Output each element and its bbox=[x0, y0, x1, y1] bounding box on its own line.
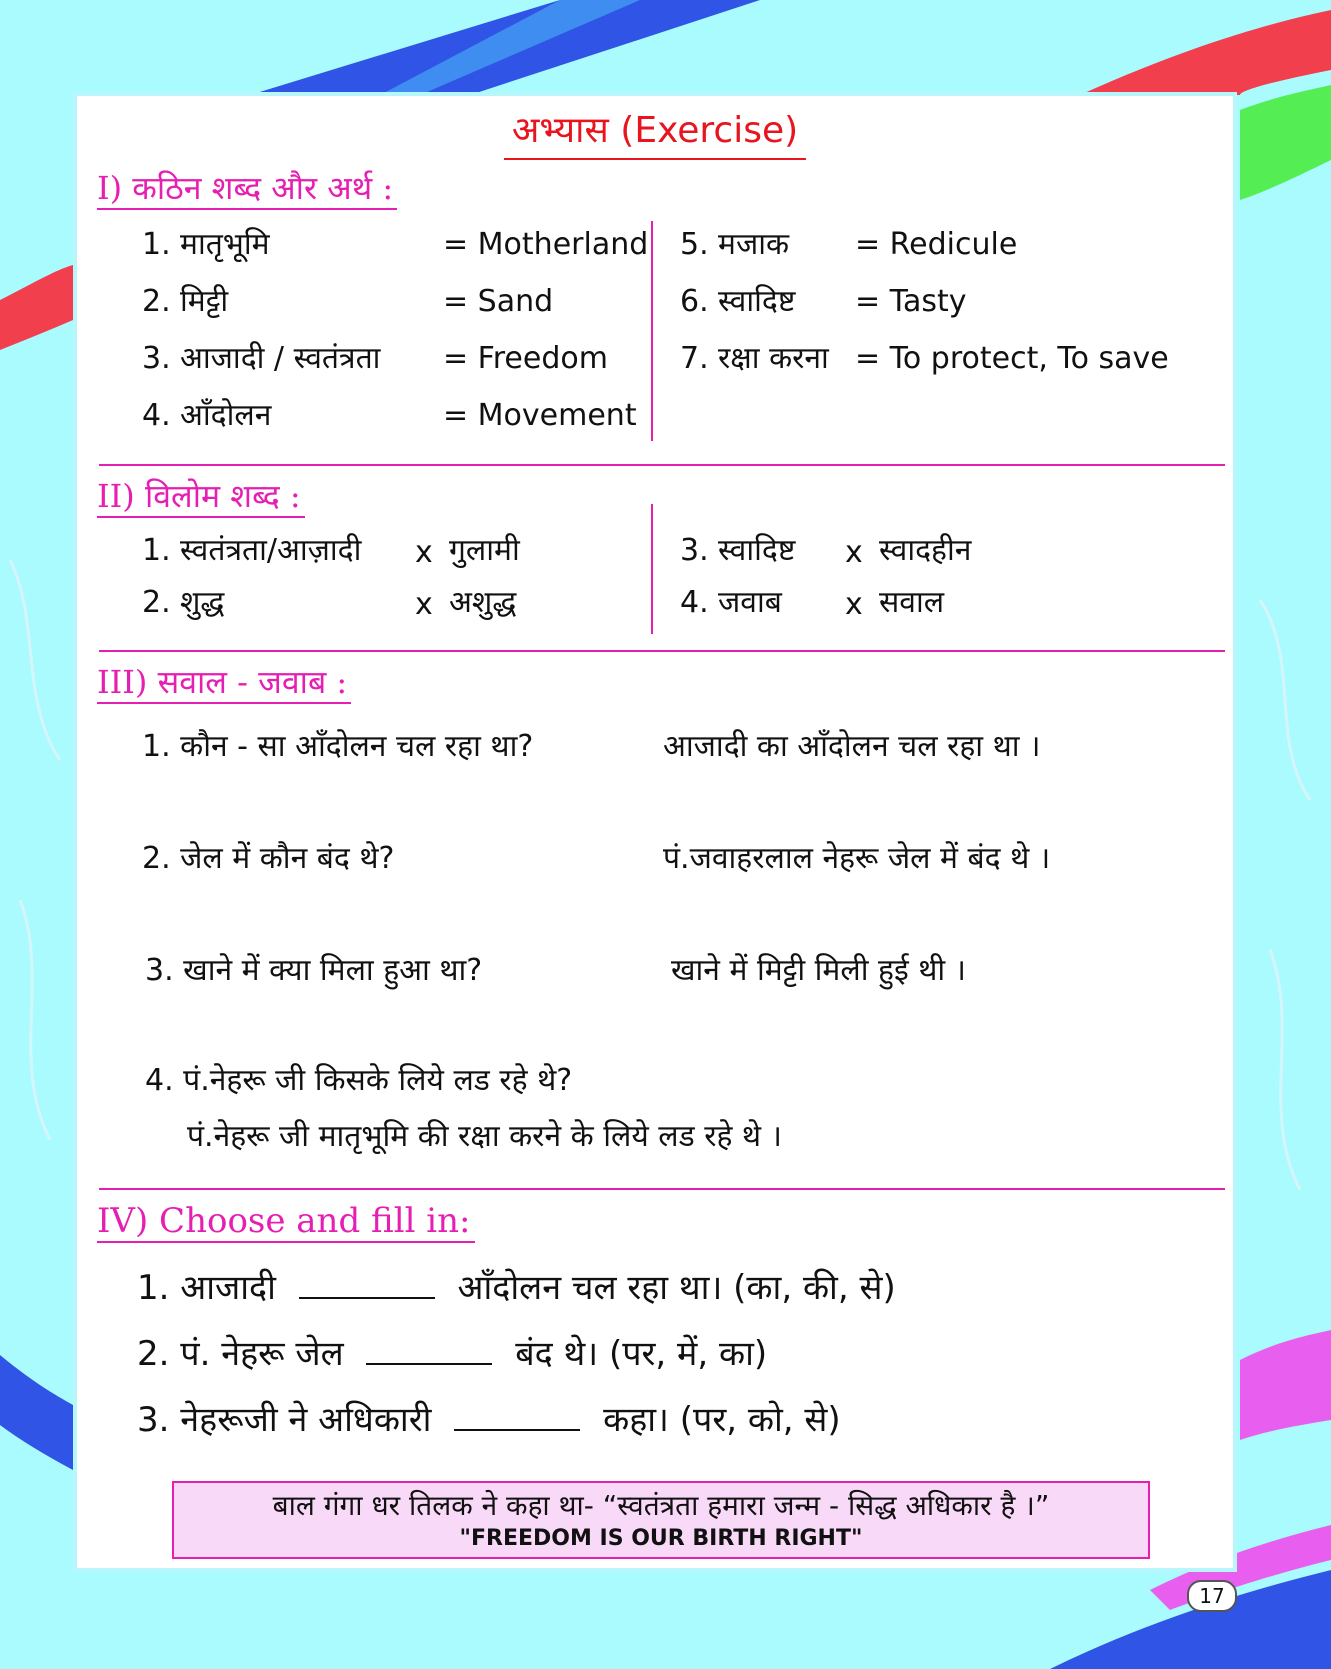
fill-3-after: कहा। bbox=[603, 1400, 669, 1440]
section1-rule bbox=[99, 464, 1225, 466]
s2-item-3-word: स्वादिष्ट bbox=[718, 533, 796, 568]
s2-item-4-opposite: सवाल bbox=[879, 585, 945, 620]
section1-heading: I) कठिन शब्द और अर्थ : bbox=[97, 168, 397, 210]
s1-item-4-num: 4. bbox=[142, 398, 171, 433]
s2-item-4-sep: x bbox=[845, 587, 863, 622]
fill-2-options: (पर, में, का) bbox=[608, 1334, 768, 1374]
fill-3-blank bbox=[454, 1399, 580, 1431]
s1-item-6-meaning: = Tasty bbox=[855, 284, 967, 319]
qa-3-answer: खाने में मिट्टी मिली हुई थी । bbox=[671, 953, 967, 988]
s2-item-2-sep: x bbox=[415, 587, 433, 622]
section1-divider bbox=[651, 221, 653, 441]
quote-hindi: बाल गंगा धर तिलक ने कहा था- “स्वतंत्रता हमारा जन्म - सिद्ध अधिकार है ।” bbox=[272, 1489, 1050, 1522]
page-number: 17 bbox=[1187, 1580, 1237, 1612]
s2-item-3-num: 3. bbox=[680, 533, 709, 568]
s1-item-1-num: 1. bbox=[142, 227, 171, 262]
s1-item-7-num: 7. bbox=[680, 341, 709, 376]
fill-2 bbox=[137, 1332, 767, 1376]
s1-item-1-word: मातृभूमि bbox=[180, 227, 270, 262]
s2-item-1-opposite: गुलामी bbox=[449, 533, 520, 568]
s1-item-4-meaning: = Movement bbox=[443, 398, 637, 433]
s1-item-7-word: रक्षा करना bbox=[718, 341, 829, 376]
fill-2-num: 2. bbox=[137, 1334, 170, 1374]
fill-1-num: 1. bbox=[137, 1268, 170, 1308]
qa-2-answer: पं.जवाहरलाल नेहरू जेल में बंद थे । bbox=[663, 841, 1051, 876]
s1-item-3-meaning: = Freedom bbox=[443, 341, 608, 376]
section2-rule bbox=[99, 650, 1225, 652]
fill-1-after: आँदोलन चल रहा था। bbox=[457, 1268, 723, 1308]
s2-item-4-word: जवाब bbox=[718, 585, 782, 620]
qa-1-answer: आजादी का आँदोलन चल रहा था । bbox=[663, 729, 1041, 764]
section4-heading: IV) Choose and fill in: bbox=[97, 1201, 475, 1243]
s2-item-2-opposite: अशुद्ध bbox=[449, 585, 517, 620]
s2-item-4-num: 4. bbox=[680, 585, 709, 620]
fill-2-before: पं. नेहरू जेल bbox=[180, 1334, 344, 1374]
qa-4-answer: पं.नेहरू जी मातृभूमि की रक्षा करने के लिये लड रहे थे । bbox=[187, 1119, 783, 1154]
page-title: अभ्यास (Exercise) bbox=[77, 108, 1233, 160]
s1-item-2-word: मिट्टी bbox=[180, 284, 229, 319]
s2-item-3-opposite: स्वादहीन bbox=[879, 533, 972, 568]
s2-item-1-sep: x bbox=[415, 535, 433, 570]
s1-item-2-num: 2. bbox=[142, 284, 171, 319]
fill-3 bbox=[137, 1398, 841, 1442]
s2-item-1-word: स्वतंत्रता/आज़ादी bbox=[180, 533, 362, 568]
section3-heading: III) सवाल - जवाब : bbox=[97, 662, 351, 704]
s1-item-6-num: 6. bbox=[680, 284, 709, 319]
s1-item-2-meaning: = Sand bbox=[443, 284, 554, 319]
s1-item-1-meaning: = Motherland bbox=[443, 227, 649, 262]
s2-item-2-num: 2. bbox=[142, 585, 171, 620]
fill-3-before: नेहरूजी ने अधिकारी bbox=[180, 1400, 432, 1440]
exercise-card bbox=[73, 92, 1237, 1572]
s2-item-1-num: 1. bbox=[142, 533, 171, 568]
fill-1-blank bbox=[299, 1267, 435, 1299]
s1-item-3-num: 3. bbox=[142, 341, 171, 376]
s1-item-4-word: आँदोलन bbox=[180, 398, 272, 433]
qa-1-question: 1. कौन - सा आँदोलन चल रहा था? bbox=[142, 729, 534, 764]
fill-1-before: आजादी bbox=[180, 1268, 276, 1308]
s1-item-7-meaning: = To protect, To save bbox=[855, 341, 1169, 376]
s2-item-2-word: शुद्ध bbox=[180, 585, 225, 620]
section2-divider bbox=[651, 504, 653, 634]
s1-item-3-word: आजादी / स्वतंत्रता bbox=[180, 341, 381, 376]
s1-item-5-word: मजाक bbox=[718, 227, 790, 262]
section2-heading: II) विलोम शब्द : bbox=[97, 476, 305, 518]
fill-1 bbox=[137, 1266, 896, 1310]
s1-item-5-meaning: = Redicule bbox=[855, 227, 1018, 262]
quote-box bbox=[172, 1481, 1150, 1559]
fill-3-options: (पर, को, से) bbox=[679, 1400, 841, 1440]
quote-english: "FREEDOM IS OUR BIRTH RIGHT" bbox=[459, 1526, 863, 1551]
s1-item-5-num: 5. bbox=[680, 227, 709, 262]
section3-rule bbox=[99, 1188, 1225, 1190]
fill-1-options: (का, की, से) bbox=[733, 1268, 896, 1308]
fill-2-after: बंद थे। bbox=[515, 1334, 599, 1374]
qa-3-question: 3. खाने में क्या मिला हुआ था? bbox=[145, 953, 483, 988]
fill-2-blank bbox=[366, 1333, 492, 1365]
qa-4-question: 4. पं.नेहरू जी किसके लिये लड रहे थे? bbox=[145, 1063, 573, 1098]
s2-item-3-sep: x bbox=[845, 535, 863, 570]
fill-3-num: 3. bbox=[137, 1400, 170, 1440]
s1-item-6-word: स्वादिष्ट bbox=[718, 284, 796, 319]
qa-2-question: 2. जेल में कौन बंद थे? bbox=[142, 841, 395, 876]
